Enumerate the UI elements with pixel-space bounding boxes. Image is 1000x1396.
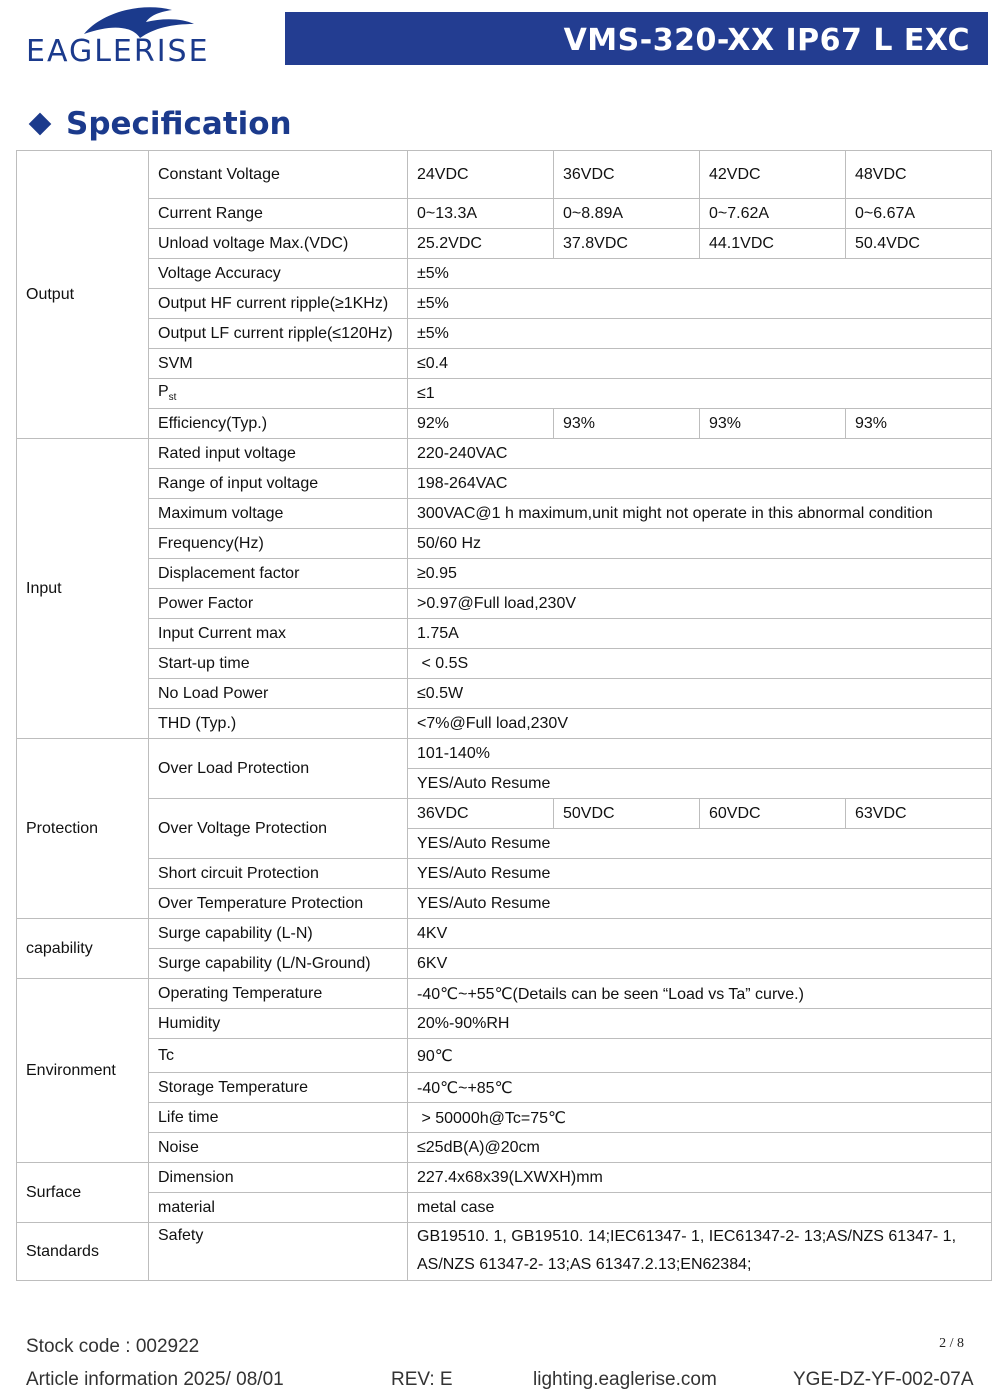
table-row: [17, 949, 992, 979]
cell-value: 4KV: [408, 919, 992, 949]
cell-value: 50VDC: [554, 799, 700, 829]
cell-value: 92%: [408, 409, 554, 439]
row-label: Humidity: [149, 1009, 408, 1039]
table-row: [17, 1009, 992, 1039]
row-label: Maximum voltage: [149, 499, 408, 529]
cell-value: 101-140%: [408, 739, 992, 769]
website: lighting.eaglerise.com: [533, 1369, 717, 1390]
category-environment: Environment: [17, 979, 149, 1163]
row-label: Surge capability (L-N): [149, 919, 408, 949]
cell-value: 93%: [700, 409, 846, 439]
cell-value: 25.2VDC: [408, 229, 554, 259]
table-row: [17, 739, 992, 769]
cell-value: ≤0.4: [408, 349, 992, 379]
section-title: Specification: [66, 106, 292, 142]
row-label: Storage Temperature: [149, 1073, 408, 1103]
cell-value: 198-264VAC: [408, 469, 992, 499]
row-label: Operating Temperature: [149, 979, 408, 1009]
row-label: Unload voltage Max.(VDC): [149, 229, 408, 259]
table-row: [17, 199, 992, 229]
table-row: [17, 889, 992, 919]
cell-value: ±5%: [408, 289, 992, 319]
spec-table: [16, 150, 992, 1281]
pst-label: P: [158, 383, 169, 401]
cell-value: 50.4VDC: [846, 229, 992, 259]
cell-value: 220-240VAC: [408, 439, 992, 469]
row-label: No Load Power: [149, 679, 408, 709]
row-label: Over Temperature Protection: [149, 889, 408, 919]
cell-value: 227.4x68x39(LXWXH)mm: [408, 1163, 992, 1193]
logo-text: EAGLERISE: [26, 34, 210, 69]
table-row: [17, 859, 992, 889]
cell-value: ±5%: [408, 319, 992, 349]
cell-value: 60VDC: [700, 799, 846, 829]
cell-value: YES/Auto Resume: [408, 769, 992, 799]
cell-value: ≤0.5W: [408, 679, 992, 709]
cell-value: ±5%: [408, 259, 992, 289]
row-label: Output LF current ripple(≤120Hz): [149, 319, 408, 349]
cell-value: 0~8.89A: [554, 199, 700, 229]
row-label: Surge capability (L/N-Ground): [149, 949, 408, 979]
cell-value: 1.75A: [408, 619, 992, 649]
row-label: Short circuit Protection: [149, 859, 408, 889]
cell-value: 93%: [846, 409, 992, 439]
cell-value: < 0.5S: [408, 649, 992, 679]
table-row: [17, 469, 992, 499]
category-protection: Protection: [17, 739, 149, 919]
row-label: Rated input voltage: [149, 439, 408, 469]
row-label: THD (Typ.): [149, 709, 408, 739]
table-row: [17, 589, 992, 619]
cell-value: 0~13.3A: [408, 199, 554, 229]
cell-value: YES/Auto Resume: [408, 859, 992, 889]
table-row: [17, 1223, 992, 1281]
category-standards: Standards: [17, 1223, 149, 1281]
cell-value: 90℃: [408, 1039, 992, 1073]
cell-value: 0~7.62A: [700, 199, 846, 229]
cell-value: 93%: [554, 409, 700, 439]
table-row: [17, 679, 992, 709]
row-label: Tc: [149, 1039, 408, 1073]
cell-value: 24VDC: [408, 151, 554, 199]
table-row: [17, 1073, 992, 1103]
row-label: Power Factor: [149, 589, 408, 619]
cell-value: YES/Auto Resume: [408, 889, 992, 919]
pst-subscript: st: [168, 392, 177, 404]
category-input: Input: [17, 439, 149, 739]
table-row: [17, 1039, 992, 1073]
table-row: [17, 709, 992, 739]
revision: REV: E: [391, 1369, 453, 1390]
row-label: Over Load Protection: [149, 739, 408, 799]
row-label: Efficiency(Typ.): [149, 409, 408, 439]
row-label: Constant Voltage: [149, 151, 408, 199]
table-row: [17, 229, 992, 259]
table-row: [17, 619, 992, 649]
page-number: 2 / 8: [939, 1336, 964, 1351]
cell-value: 48VDC: [846, 151, 992, 199]
table-row: [17, 349, 992, 379]
cell-value: >0.97@Full load,230V: [408, 589, 992, 619]
row-label: Range of input voltage: [149, 469, 408, 499]
cell-value: 63VDC: [846, 799, 992, 829]
diamond-bullet-icon: [29, 113, 52, 136]
table-row: [17, 289, 992, 319]
cell-value: YES/Auto Resume: [408, 829, 992, 859]
stock-code: Stock code : 002922: [26, 1336, 200, 1357]
cell-value: 37.8VDC: [554, 229, 700, 259]
cell-value: 36VDC: [554, 151, 700, 199]
table-row: [17, 379, 992, 409]
cell-value: > 50000h@Tc=75℃: [408, 1103, 992, 1133]
table-row: [17, 799, 992, 829]
table-row: [17, 259, 992, 289]
table-row: [17, 409, 992, 439]
table-row: [17, 1163, 992, 1193]
table-row: [17, 439, 992, 469]
row-label: Life time: [149, 1103, 408, 1133]
cell-value: 44.1VDC: [700, 229, 846, 259]
row-label: Noise: [149, 1133, 408, 1163]
doc-code: YGE-DZ-YF-002-07A: [793, 1369, 974, 1390]
table-row: [17, 919, 992, 949]
category-output: Output: [17, 151, 149, 439]
row-label-pst: [149, 379, 408, 409]
cell-value: GB19510. 1, GB19510. 14;IEC61347- 1, IEC61347-2- 13;AS/NZS 61347- 1, AS/NZS 61347-2- 13;AS 61347.2.13;EN62384;: [408, 1223, 992, 1281]
cell-value: ≤1: [408, 379, 992, 409]
row-label: Safety: [149, 1223, 408, 1281]
cell-value: ≥0.95: [408, 559, 992, 589]
cell-value: -40℃~+85℃: [408, 1073, 992, 1103]
table-row: [17, 151, 992, 199]
table-row: [17, 979, 992, 1009]
cell-value: 36VDC: [408, 799, 554, 829]
cell-value: 6KV: [408, 949, 992, 979]
cell-value: metal case: [408, 1193, 992, 1223]
table-row: [17, 649, 992, 679]
table-row: [17, 1193, 992, 1223]
category-capability: capability: [17, 919, 149, 979]
table-row: [17, 499, 992, 529]
row-label: Output HF current ripple(≥1KHz): [149, 289, 408, 319]
row-label: Voltage Accuracy: [149, 259, 408, 289]
cell-value: 0~6.67A: [846, 199, 992, 229]
category-surface: Surface: [17, 1163, 149, 1223]
row-label: Start-up time: [149, 649, 408, 679]
header-banner: [285, 12, 988, 65]
table-row: [17, 559, 992, 589]
row-label: Current Range: [149, 199, 408, 229]
section-heading: [30, 102, 292, 146]
row-label: Frequency(Hz): [149, 529, 408, 559]
company-logo: [22, 4, 232, 70]
table-row: [17, 529, 992, 559]
cell-value: 42VDC: [700, 151, 846, 199]
table-row: [17, 1103, 992, 1133]
model-title: VMS-320-XX IP67 L EXC: [563, 23, 970, 58]
row-label: Over Voltage Protection: [149, 799, 408, 859]
row-label: Input Current max: [149, 619, 408, 649]
cell-value: 50/60 Hz: [408, 529, 992, 559]
table-row: [17, 319, 992, 349]
cell-value: 20%-90%RH: [408, 1009, 992, 1039]
cell-value: 300VAC@1 h maximum,unit might not operate in this abnormal condition: [408, 499, 992, 529]
row-label: material: [149, 1193, 408, 1223]
cell-value: <7%@Full load,230V: [408, 709, 992, 739]
row-label: Dimension: [149, 1163, 408, 1193]
table-row: [17, 1133, 992, 1163]
article-info: Article information 2025/ 08/01: [26, 1369, 284, 1390]
row-label: SVM: [149, 349, 408, 379]
cell-value: ≤25dB(A)@20cm: [408, 1133, 992, 1163]
row-label: Displacement factor: [149, 559, 408, 589]
cell-value: -40℃~+55℃(Details can be seen “Load vs Ta” curve.): [408, 979, 992, 1009]
